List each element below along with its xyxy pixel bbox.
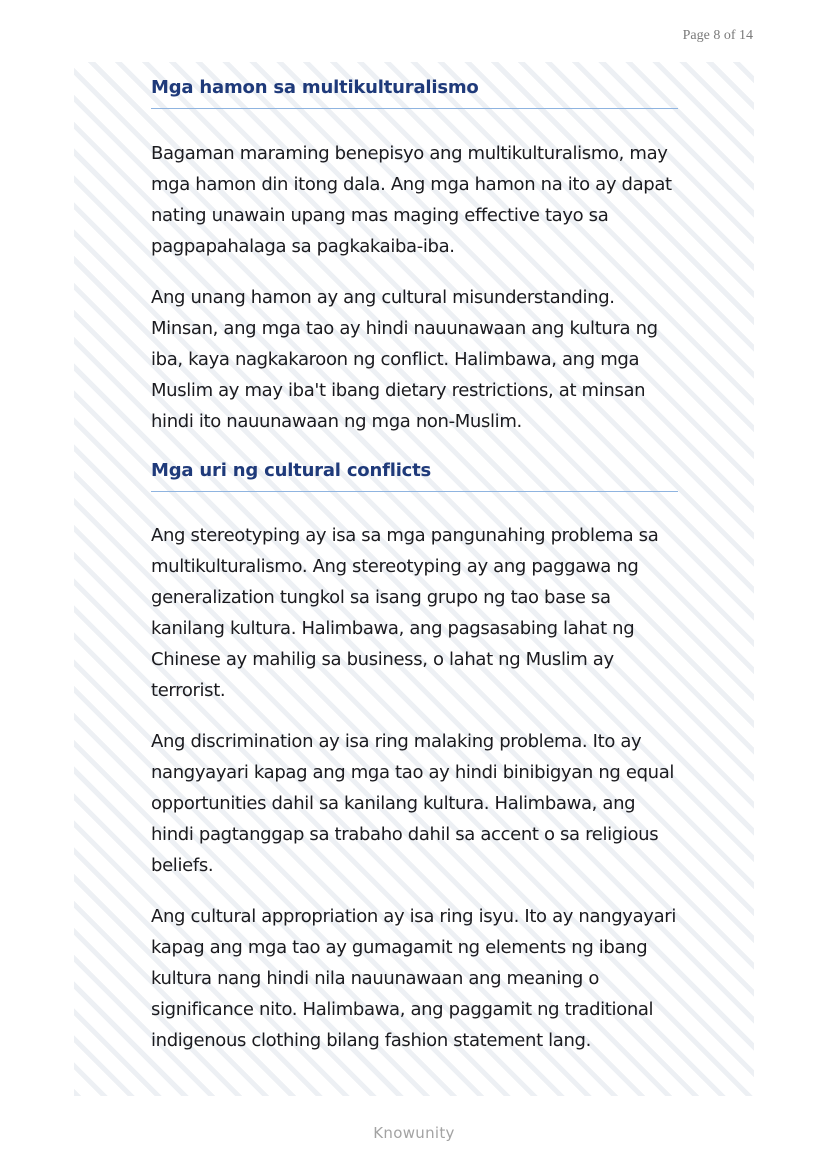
section-heading-cultural-conflicts: Mga uri ng cultural conflicts bbox=[151, 459, 678, 492]
footer-brand: Knowunity bbox=[373, 1124, 455, 1142]
paragraph: Ang unang hamon ay ang cultural misunderstanding. Minsan, ang mga tao ay hindi nauunawaan ang kultura ng iba, kaya nagkakaroon ng conflict. Halimbawa, ang mga Muslim ay may iba't ibang dietary restrictions, at minsan hindi ito nauunawaan ng mga non-Muslim. bbox=[151, 287, 658, 432]
paragraph: Ang discrimination ay isa ring malaking problema. Ito ay nangyayari kapag ang mga tao ay hindi binibigyan ng equal opportunities dahil sa kanilang kultura. Halimbawa, ang hindi pagtanggap sa trabaho dahil sa accent o sa religious beliefs. bbox=[151, 731, 675, 876]
section-heading-hamon: Mga hamon sa multikulturalismo bbox=[151, 76, 678, 109]
paragraph: Ang stereotyping ay isa sa mga pangunahing problema sa multikulturalismo. Ang stereotyping ay ang paggawa ng generalization tungkol sa isang grupo ng tao base sa kanilang kultura. Halimbawa, ang pagsasabing lahat ng Chinese ay mahilig sa business, o lahat ng Muslim ay terrorist. bbox=[151, 525, 659, 701]
paragraph: Bagaman maraming benepisyo ang multikulturalismo, may mga hamon din itong dala. Ang mga hamon na ito ay dapat nating unawain upang mas maging effective tayo sa pagpapahalaga sa pagkakaiba-iba. bbox=[151, 143, 672, 257]
paragraph: Ang cultural appropriation ay isa ring isyu. Ito ay nangyayari kapag ang mga tao ay gumagamit ng elements ng ibang kultura nang hindi nila nauunawaan ang meaning o significance nito. Halimbawa, ang paggamit ng traditional indigenous clothing bilang fashion statement lang. bbox=[151, 906, 676, 1051]
document-content bbox=[151, 76, 678, 1056]
page-number: Page 8 of 14 bbox=[682, 28, 753, 43]
